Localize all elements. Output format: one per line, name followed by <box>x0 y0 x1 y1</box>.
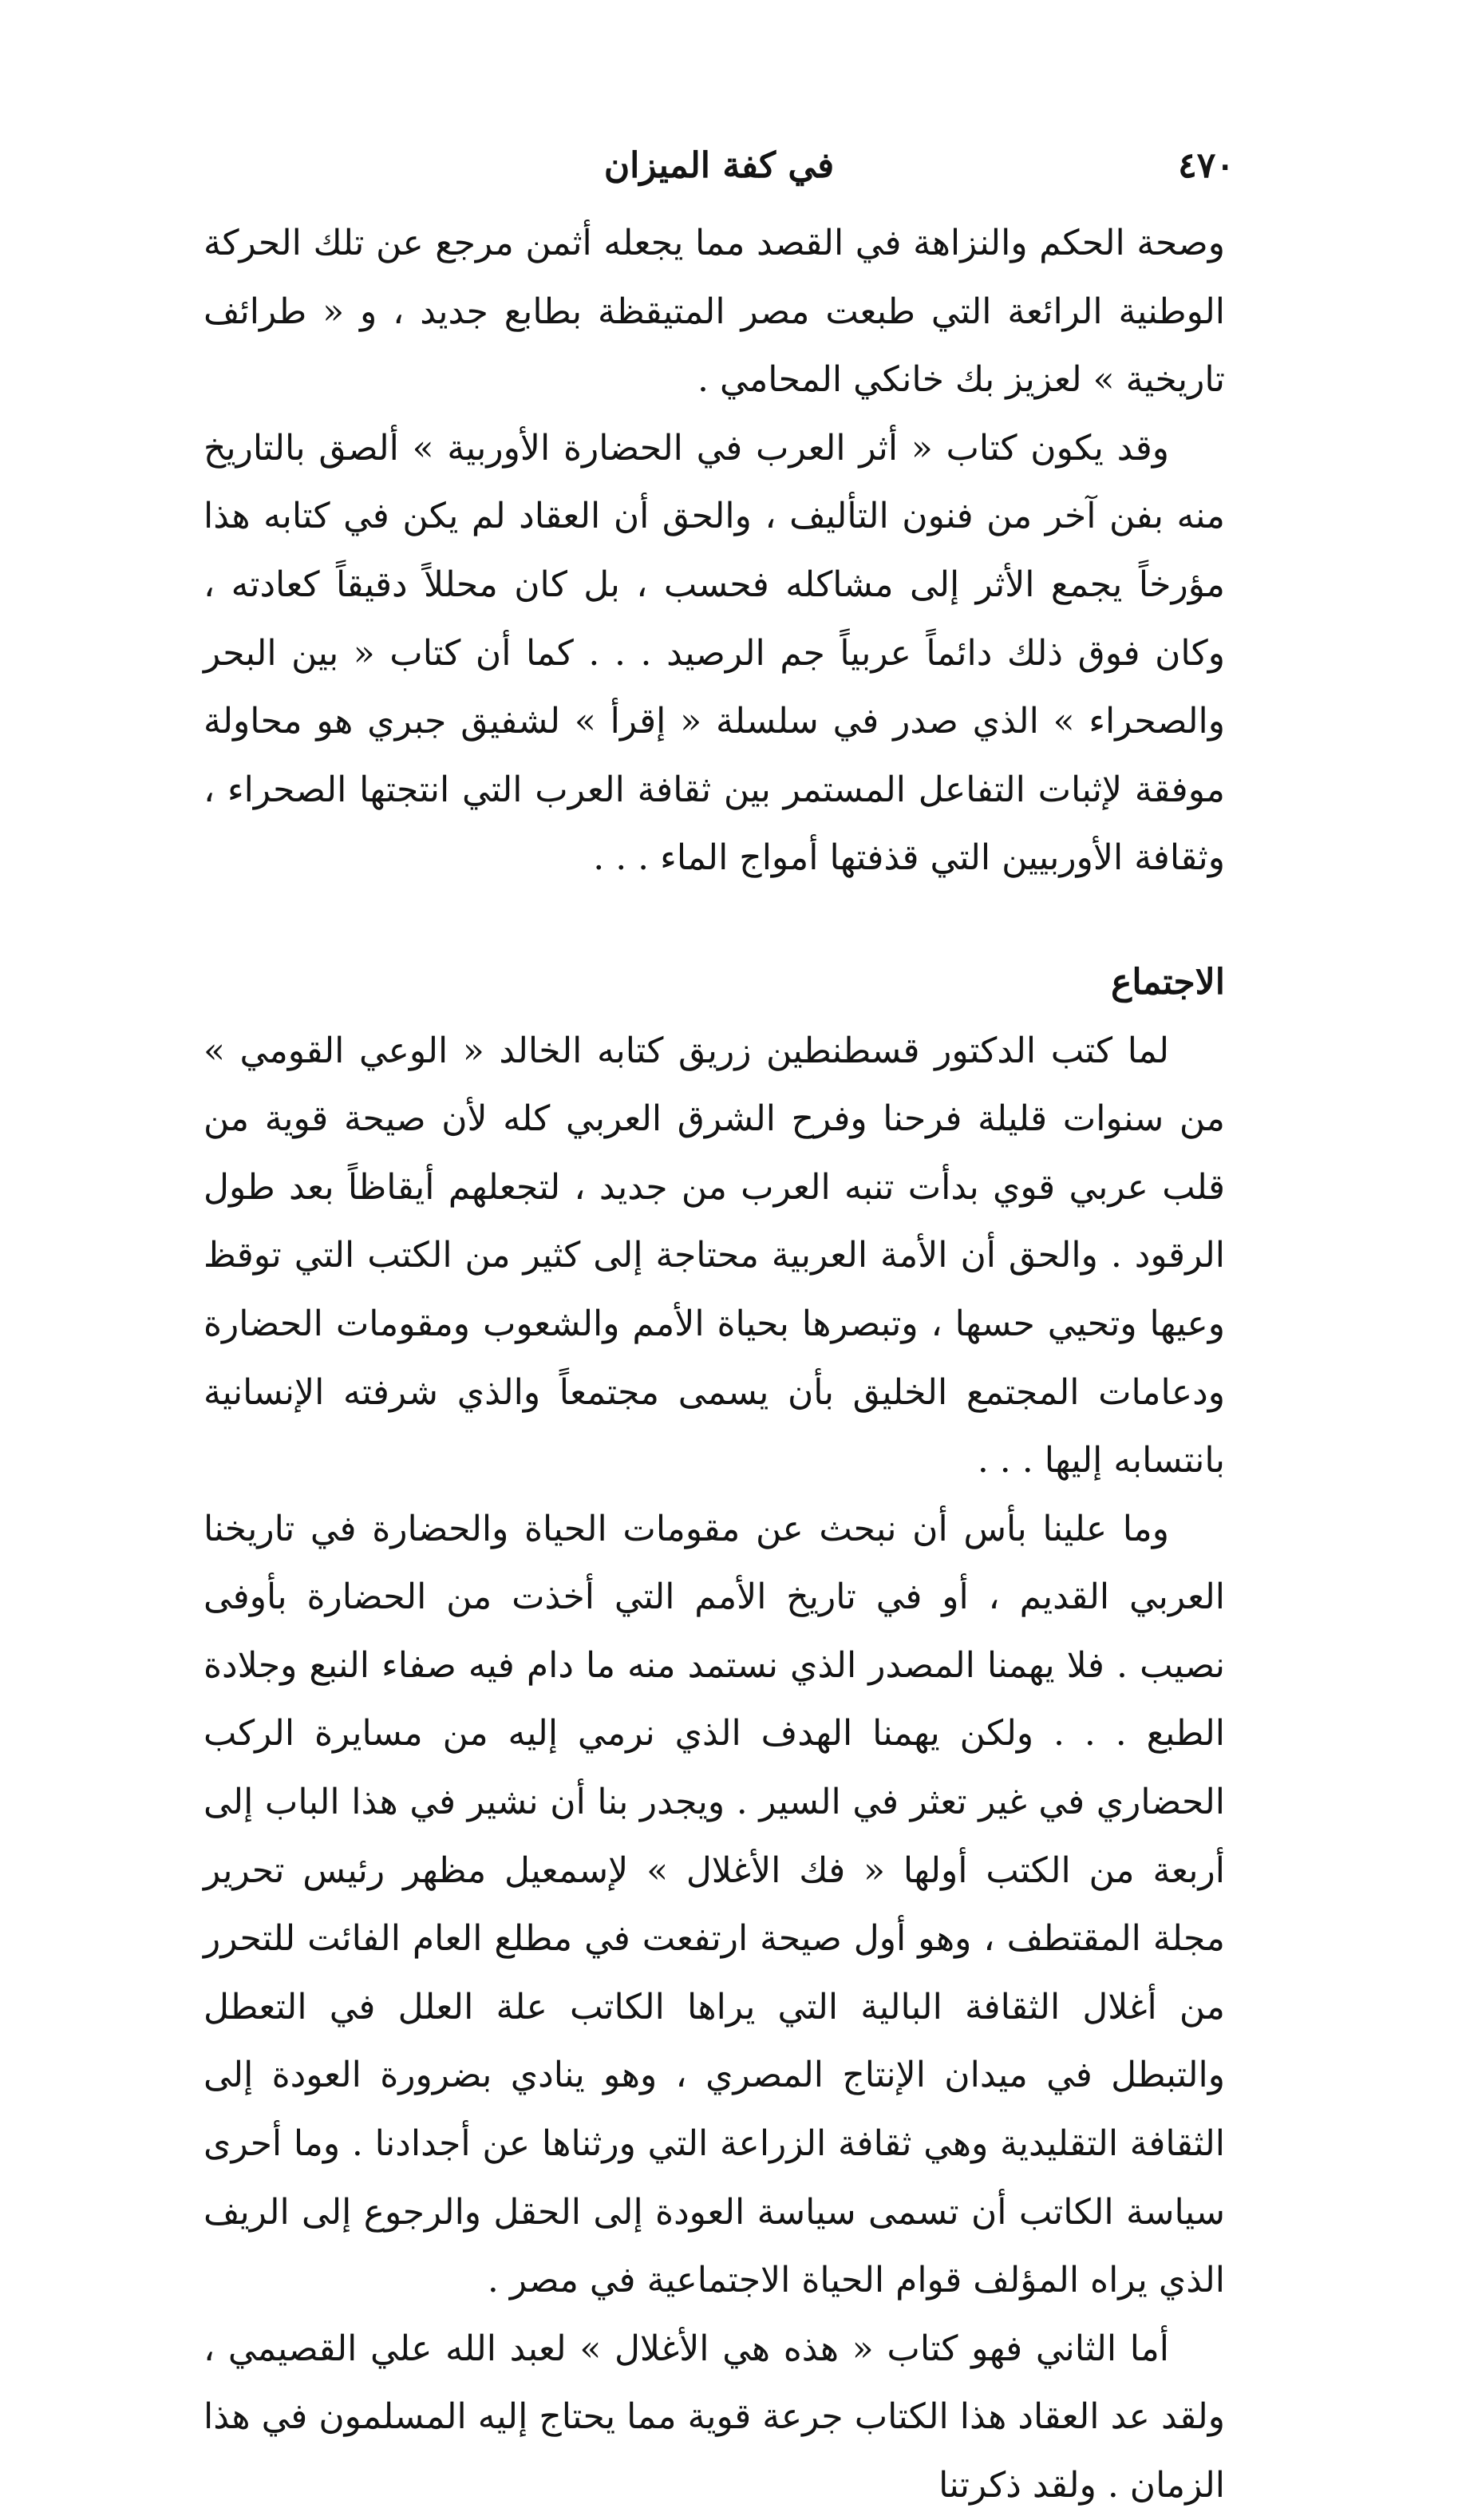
section-heading: الاجتماع <box>1111 961 1225 1003</box>
running-header <box>203 142 1235 190</box>
paragraph-history-books: وقد يكون كتاب « أثر العرب في الحضارة الأوربية » ألصق بالتاريخ منه بفن آخر من فنون التأليف ، والحق أن العقاد لم يكن في كتابه هذا مؤرخاً يجمع الأثر إلى مشاكله فحسب ، بل كان محللاً دقيقاً كعادته ، وكان فوق ذلك دائماً عربياً جم الرصيد . . . كما أن كتاب « بين البحر والصحراء » الذي صدر في سلسلة « إقرأ » لشفيق جبري هو محاولة موفقة لإثبات التفاعل المستمر بين ثقافة العرب التي انتجتها الصحراء ، وثقافة الأوربيين التي قذفتها أمواج الماء . . . <box>203 427 1225 879</box>
paragraph-national-awareness: لما كتب الدكتور قسطنطين زريق كتابه الخالد « الوعي القومي » من سنوات قليلة فرحنا وفرح الشرق العربي كله لأن صيحة قوية من قلب عربي قوي بدأت تنبه العرب من جديد ، لتجعلهم أيقاظاً بعد طول الرقود . والحق أن الأمة العربية محتاجة إلى كثير من الكتب التي توقظ وعيها وتحيي حسها ، وتبصرها بحياة الأمم والشعوب ومقومات الحضارة ودعامات المجتمع الخليق بأن يسمى مجتمعاً والذي شرفته الإنسانية بانتسابه إليها . . . <box>203 1030 1225 1482</box>
page-number: ٤٧٠ <box>1178 145 1235 186</box>
paragraph-second-book: أما الثاني فهو كتاب « هذه هي الأغلال » لعبد الله علي القصيمي ، ولقد عد العقاد هذا الكتاب جرعة قوية مما يحتاج إليه المسلمون في هذا الزمان . ولقد ذكرتنا <box>203 2328 1225 2506</box>
page-body <box>203 209 1225 2520</box>
book-title: في كفة الميزان <box>603 145 835 186</box>
paragraph-continuation: وصحة الحكم والنزاهة في القصد مما يجعله أثمن مرجع عن تلك الحركة الوطنية الرائعة التي طبعت مصر المتيقظة بطابع جديد ، و « طرائف تاريخية » لعزيز بك خانكي المحامي . <box>203 223 1225 401</box>
paragraph-civilization-foundations: وما علينا بأس أن نبحث عن مقومات الحياة والحضارة في تاريخنا العربي القديم ، أو في تاريخ الأمم التي أخذت من الحضارة بأوفى نصيب . فلا يهمنا المصدر الذي نستمد منه ما دام فيه صفاء النبع وجلادة الطبع . . . ولكن يهمنا الهدف الذي نرمي إليه من مسايرة الركب الحضاري في غير تعثر في السير . ويجدر بنا أن نشير في هذا الباب إلى أربعة من الكتب أولها « فك الأغلال » لإسمعيل مظهر رئيس تحرير مجلة المقتطف ، وهو أول صيحة ارتفعت في مطلع العام الفائت للتحرر من أغلال الثقافة البالية التي يراها الكاتب علة العلل في التعطل والتبطل في ميدان الإنتاج المصري ، وهو ينادي بضرورة العودة إلى الثقافة التقليدية وهي ثقافة الزراعة التي ورثناها عن أجدادنا . وما أحرى سياسة الكاتب أن تسمى سياسة العودة إلى الحقل والرجوع إلى الريف الذي يراه المؤلف قوام الحياة الاجتماعية في مصر . <box>203 1508 1225 2301</box>
